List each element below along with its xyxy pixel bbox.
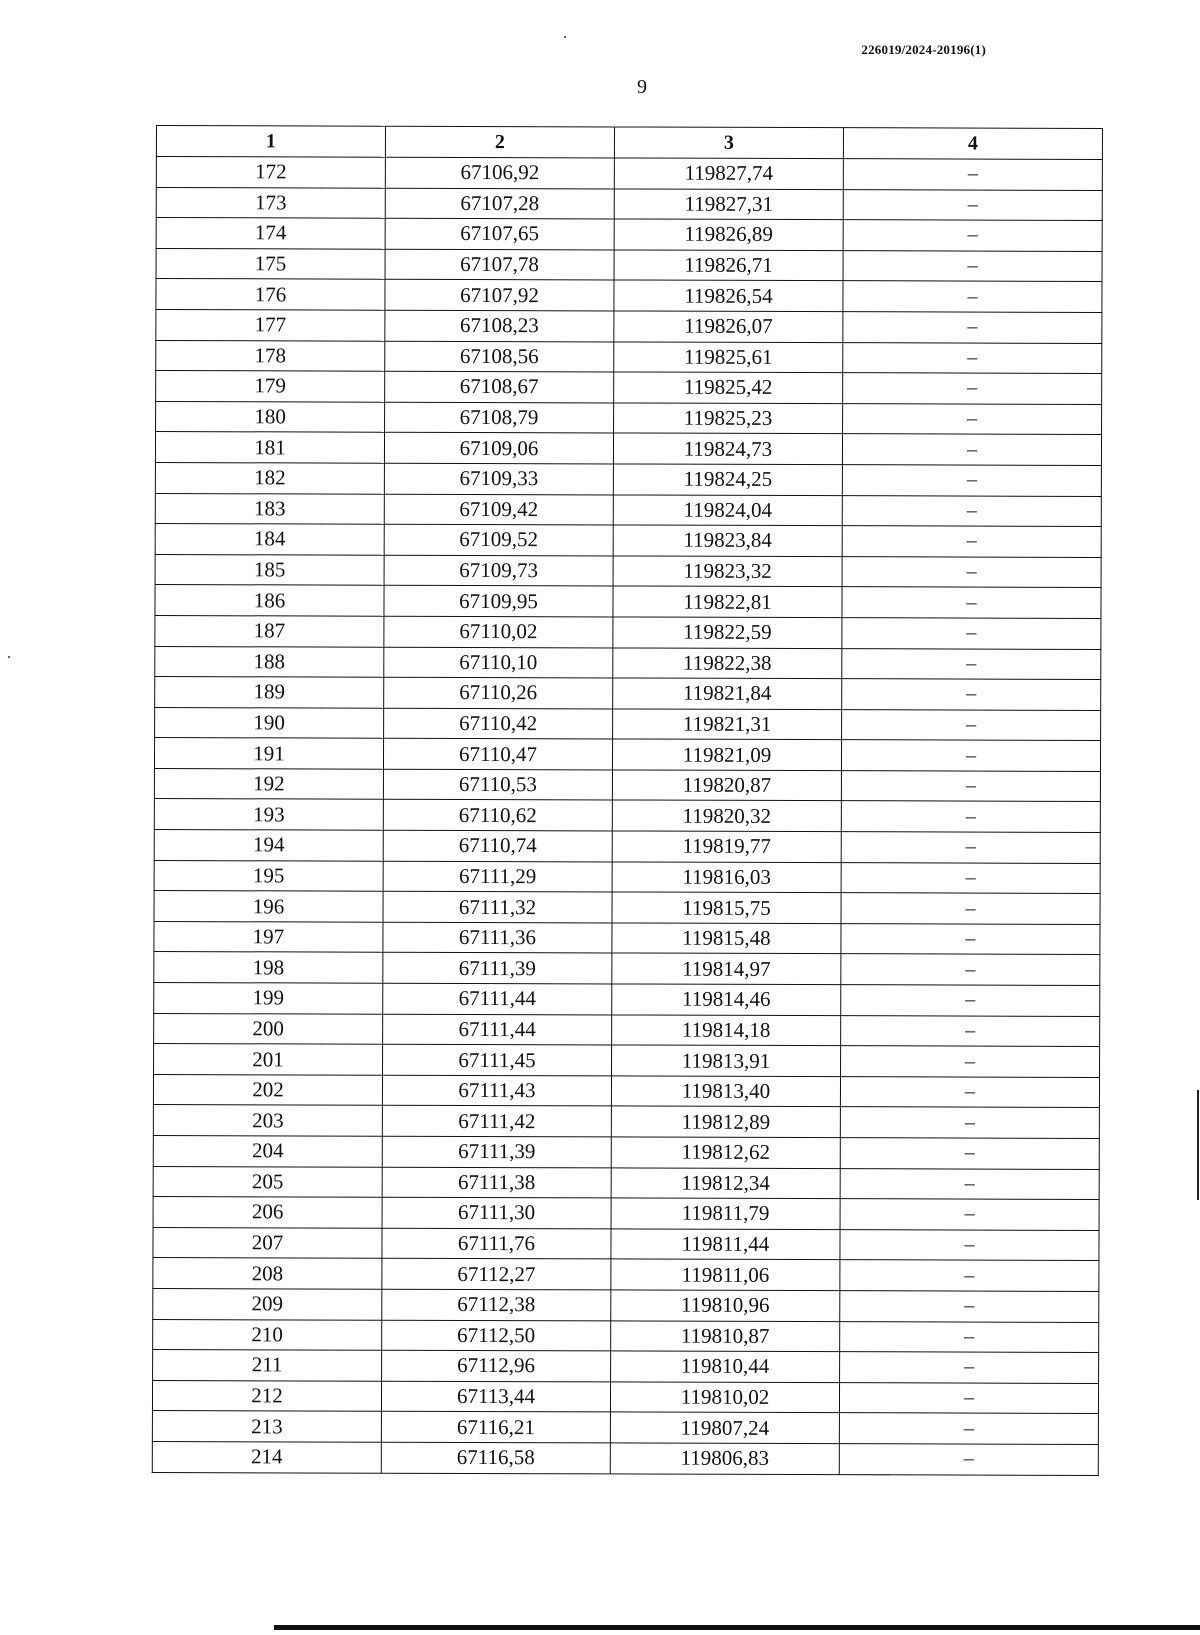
header-col-3: 3	[614, 127, 843, 159]
point-number-cell: 213	[152, 1411, 381, 1442]
table-row	[156, 340, 1102, 374]
table-row	[152, 1441, 1098, 1475]
x-coordinate-cell: 67116,21	[381, 1412, 610, 1443]
x-coordinate-cell: 67107,78	[385, 249, 614, 280]
note-cell: –	[839, 1444, 1098, 1475]
point-number-cell: 182	[155, 462, 384, 493]
note-cell: –	[843, 312, 1102, 343]
header-col-2: 2	[385, 126, 614, 158]
x-coordinate-cell: 67107,92	[385, 280, 614, 311]
y-coordinate-cell: 119812,89	[611, 1106, 840, 1137]
x-coordinate-cell: 67116,58	[381, 1442, 610, 1473]
x-coordinate-cell: 67111,38	[382, 1167, 611, 1198]
point-number-cell: 183	[155, 493, 384, 524]
note-cell: –	[841, 740, 1100, 771]
point-number-cell: 184	[155, 524, 384, 555]
note-cell: –	[840, 1352, 1099, 1383]
y-coordinate-cell: 119814,97	[612, 953, 841, 984]
x-coordinate-cell: 67107,65	[385, 218, 614, 249]
table-row	[152, 1380, 1098, 1414]
table-row	[156, 309, 1102, 343]
table-row	[154, 952, 1100, 986]
note-cell: –	[842, 648, 1101, 679]
table-row	[154, 1013, 1100, 1047]
table-row	[154, 738, 1100, 772]
table-row	[156, 371, 1102, 405]
point-number-cell: 209	[153, 1288, 382, 1319]
point-number-cell: 188	[155, 646, 384, 677]
table-row	[155, 432, 1101, 466]
y-coordinate-cell: 119810,87	[611, 1320, 840, 1351]
table-row	[153, 1197, 1099, 1231]
table-header-row	[156, 126, 1102, 160]
note-cell: –	[840, 1291, 1099, 1322]
note-cell: –	[842, 709, 1101, 740]
y-coordinate-cell: 119811,79	[611, 1198, 840, 1229]
table-row	[154, 921, 1100, 955]
y-coordinate-cell: 119810,02	[610, 1382, 839, 1413]
y-coordinate-cell: 119823,32	[613, 556, 842, 587]
point-number-cell: 200	[154, 1013, 383, 1044]
x-coordinate-cell: 67111,36	[383, 922, 612, 953]
table-row	[155, 615, 1101, 649]
y-coordinate-cell: 119824,04	[613, 494, 842, 525]
note-cell: –	[840, 1138, 1099, 1169]
x-coordinate-cell: 67111,44	[383, 1014, 612, 1045]
x-coordinate-cell: 67111,32	[383, 891, 612, 922]
x-coordinate-cell: 67109,42	[384, 494, 613, 525]
table-row	[154, 1044, 1100, 1078]
x-coordinate-cell: 67110,02	[384, 616, 613, 647]
x-coordinate-cell: 67112,50	[382, 1320, 611, 1351]
note-cell: –	[840, 1321, 1099, 1352]
x-coordinate-cell: 67111,43	[382, 1075, 611, 1106]
x-coordinate-cell: 67109,52	[384, 524, 613, 555]
note-cell: –	[842, 434, 1101, 465]
y-coordinate-cell: 119827,31	[614, 189, 843, 220]
point-number-cell: 181	[155, 432, 384, 463]
point-number-cell: 179	[156, 371, 385, 402]
table-row	[156, 187, 1102, 221]
note-cell: –	[842, 465, 1101, 496]
table-row	[153, 1135, 1099, 1169]
x-coordinate-cell: 67111,29	[383, 861, 612, 892]
note-cell: –	[841, 893, 1100, 924]
point-number-cell: 191	[154, 738, 383, 769]
y-coordinate-cell: 119825,61	[614, 342, 843, 373]
table-row	[153, 1288, 1099, 1322]
y-coordinate-cell: 119821,09	[612, 739, 841, 770]
y-coordinate-cell: 119821,84	[613, 678, 842, 709]
point-number-cell: 177	[156, 309, 385, 340]
y-coordinate-cell: 119806,83	[610, 1443, 839, 1474]
table-row	[155, 554, 1101, 588]
note-cell: –	[841, 1046, 1100, 1077]
point-number-cell: 193	[154, 799, 383, 830]
x-coordinate-cell: 67112,27	[382, 1259, 611, 1290]
point-number-cell: 197	[154, 921, 383, 952]
table-row	[155, 462, 1101, 496]
y-coordinate-cell: 119822,38	[613, 647, 842, 678]
point-number-cell: 205	[153, 1166, 382, 1197]
y-coordinate-cell: 119814,18	[612, 1015, 841, 1046]
note-cell: –	[841, 771, 1100, 802]
x-coordinate-cell: 67109,06	[384, 433, 613, 464]
table-row	[153, 1350, 1099, 1384]
note-cell: –	[841, 1015, 1100, 1046]
point-number-cell: 210	[153, 1319, 382, 1350]
x-coordinate-cell: 67110,74	[383, 830, 612, 861]
x-coordinate-cell: 67111,44	[383, 983, 612, 1014]
coordinates-table	[152, 125, 1103, 1475]
y-coordinate-cell: 119824,73	[613, 433, 842, 464]
y-coordinate-cell: 119822,81	[613, 586, 842, 617]
y-coordinate-cell: 119819,77	[612, 831, 841, 862]
table-row	[156, 401, 1102, 435]
x-coordinate-cell: 67109,95	[384, 586, 613, 617]
table-row	[153, 1227, 1099, 1261]
note-cell: –	[842, 495, 1101, 526]
y-coordinate-cell: 119815,75	[612, 892, 841, 923]
bottom-rule	[274, 1625, 1200, 1630]
note-cell: –	[843, 250, 1102, 281]
y-coordinate-cell: 119825,42	[614, 372, 843, 403]
note-cell: –	[840, 1076, 1099, 1107]
x-coordinate-cell: 67110,10	[384, 647, 613, 678]
table-row	[154, 983, 1100, 1017]
table-body	[152, 157, 1102, 1475]
table-row	[153, 1258, 1099, 1292]
note-cell: –	[842, 556, 1101, 587]
y-coordinate-cell: 119826,89	[614, 219, 843, 250]
y-coordinate-cell: 119826,07	[614, 311, 843, 342]
table-row	[155, 585, 1101, 619]
x-coordinate-cell: 67110,26	[384, 677, 613, 708]
table-row	[154, 768, 1100, 802]
scan-edge-mark	[1197, 1090, 1199, 1200]
x-coordinate-cell: 67108,56	[385, 341, 614, 372]
point-number-cell: 185	[155, 554, 384, 585]
point-number-cell: 211	[153, 1350, 382, 1381]
x-coordinate-cell: 67111,30	[382, 1197, 611, 1228]
y-coordinate-cell: 119814,46	[612, 984, 841, 1015]
table-row	[153, 1105, 1099, 1139]
y-coordinate-cell: 119807,24	[610, 1412, 839, 1443]
note-cell: –	[843, 220, 1102, 251]
note-cell: –	[843, 342, 1102, 373]
note-cell: –	[841, 801, 1100, 832]
note-cell: –	[842, 618, 1101, 649]
x-coordinate-cell: 67110,53	[383, 769, 612, 800]
x-coordinate-cell: 67111,42	[382, 1106, 611, 1137]
y-coordinate-cell: 119820,87	[612, 770, 841, 801]
table-row	[154, 891, 1100, 925]
note-cell: –	[840, 1107, 1099, 1138]
table-row	[154, 860, 1100, 894]
y-coordinate-cell: 119826,71	[614, 250, 843, 281]
point-number-cell: 212	[152, 1380, 381, 1411]
point-number-cell: 189	[155, 677, 384, 708]
point-number-cell: 204	[153, 1135, 382, 1166]
x-coordinate-cell: 67111,76	[382, 1228, 611, 1259]
point-number-cell: 173	[156, 187, 385, 218]
point-number-cell: 199	[154, 983, 383, 1014]
note-cell: –	[842, 587, 1101, 618]
point-number-cell: 190	[155, 707, 384, 738]
note-cell: –	[843, 403, 1102, 434]
table-row	[155, 493, 1101, 527]
x-coordinate-cell: 67112,96	[382, 1350, 611, 1381]
x-coordinate-cell: 67109,73	[384, 555, 613, 586]
table-row	[156, 279, 1102, 313]
point-number-cell: 202	[153, 1074, 382, 1105]
note-cell: –	[839, 1382, 1098, 1413]
y-coordinate-cell: 119816,03	[612, 862, 841, 893]
x-coordinate-cell: 67110,62	[383, 800, 612, 831]
note-cell: –	[843, 373, 1102, 404]
x-coordinate-cell: 67113,44	[381, 1381, 610, 1412]
table-row	[155, 646, 1101, 680]
table-row	[156, 248, 1102, 282]
y-coordinate-cell: 119827,74	[614, 158, 843, 189]
table-row	[153, 1319, 1099, 1353]
note-cell: –	[841, 832, 1100, 863]
table-row	[153, 1074, 1099, 1108]
point-number-cell: 207	[153, 1227, 382, 1258]
table-row	[155, 707, 1101, 741]
x-coordinate-cell: 67111,45	[383, 1044, 612, 1075]
point-number-cell: 178	[156, 340, 385, 371]
table-row	[153, 1166, 1099, 1200]
table-row	[154, 830, 1100, 864]
y-coordinate-cell: 119825,23	[614, 403, 843, 434]
note-cell: –	[841, 985, 1100, 1016]
note-cell: –	[840, 1199, 1099, 1230]
x-coordinate-cell: 67111,39	[383, 953, 612, 984]
y-coordinate-cell: 119823,84	[613, 525, 842, 556]
point-number-cell: 206	[153, 1197, 382, 1228]
note-cell: –	[842, 679, 1101, 710]
note-cell: –	[840, 1168, 1099, 1199]
note-cell: –	[840, 1260, 1099, 1291]
table-row	[155, 677, 1101, 711]
x-coordinate-cell: 67109,33	[384, 463, 613, 494]
point-number-cell: 194	[154, 830, 383, 861]
y-coordinate-cell: 119821,31	[613, 709, 842, 740]
y-coordinate-cell: 119810,44	[611, 1351, 840, 1382]
table-row	[155, 524, 1101, 558]
y-coordinate-cell: 119822,59	[613, 617, 842, 648]
note-cell: –	[843, 281, 1102, 312]
x-coordinate-cell: 67111,39	[382, 1136, 611, 1167]
note-cell: –	[841, 862, 1100, 893]
note-cell: –	[843, 159, 1102, 190]
point-number-cell: 180	[156, 401, 385, 432]
y-coordinate-cell: 119811,44	[611, 1229, 840, 1260]
point-number-cell: 196	[154, 891, 383, 922]
note-cell: –	[840, 1229, 1099, 1260]
point-number-cell: 203	[153, 1105, 382, 1136]
note-cell: –	[842, 526, 1101, 557]
point-number-cell: 186	[155, 585, 384, 616]
point-number-cell: 176	[156, 279, 385, 310]
scan-speck	[8, 656, 10, 658]
point-number-cell: 208	[153, 1258, 382, 1289]
point-number-cell: 198	[154, 952, 383, 983]
x-coordinate-cell: 67110,42	[384, 708, 613, 739]
table-row	[156, 157, 1102, 191]
header-col-1: 1	[156, 126, 385, 158]
y-coordinate-cell: 119826,54	[614, 280, 843, 311]
x-coordinate-cell: 67112,38	[382, 1289, 611, 1320]
y-coordinate-cell: 119813,91	[612, 1045, 841, 1076]
y-coordinate-cell: 119820,32	[612, 800, 841, 831]
page-number: 9	[637, 76, 647, 98]
table-row	[154, 799, 1100, 833]
y-coordinate-cell: 119811,06	[611, 1259, 840, 1290]
point-number-cell: 187	[155, 615, 384, 646]
x-coordinate-cell: 67108,79	[385, 402, 614, 433]
x-coordinate-cell: 67107,28	[385, 188, 614, 219]
point-number-cell: 192	[154, 768, 383, 799]
point-number-cell: 195	[154, 860, 383, 891]
document-number: 226019/2024-20196(1)	[861, 42, 986, 57]
scan-speck	[564, 36, 566, 38]
point-number-cell: 214	[152, 1441, 381, 1472]
header-col-4: 4	[843, 128, 1102, 160]
y-coordinate-cell: 119810,96	[611, 1290, 840, 1321]
y-coordinate-cell: 119812,62	[611, 1137, 840, 1168]
note-cell: –	[841, 923, 1100, 954]
point-number-cell: 175	[156, 248, 385, 279]
x-coordinate-cell: 67106,92	[385, 157, 614, 188]
table-row	[152, 1411, 1098, 1445]
note-cell: –	[839, 1413, 1098, 1444]
x-coordinate-cell: 67108,67	[385, 371, 614, 402]
y-coordinate-cell: 119812,34	[611, 1168, 840, 1199]
x-coordinate-cell: 67110,47	[383, 738, 612, 769]
point-number-cell: 174	[156, 218, 385, 249]
x-coordinate-cell: 67108,23	[385, 310, 614, 341]
note-cell: –	[841, 954, 1100, 985]
table-row	[156, 218, 1102, 252]
note-cell: –	[843, 189, 1102, 220]
y-coordinate-cell: 119813,40	[611, 1076, 840, 1107]
point-number-cell: 172	[156, 157, 385, 188]
y-coordinate-cell: 119815,48	[612, 923, 841, 954]
point-number-cell: 201	[154, 1044, 383, 1075]
y-coordinate-cell: 119824,25	[613, 464, 842, 495]
